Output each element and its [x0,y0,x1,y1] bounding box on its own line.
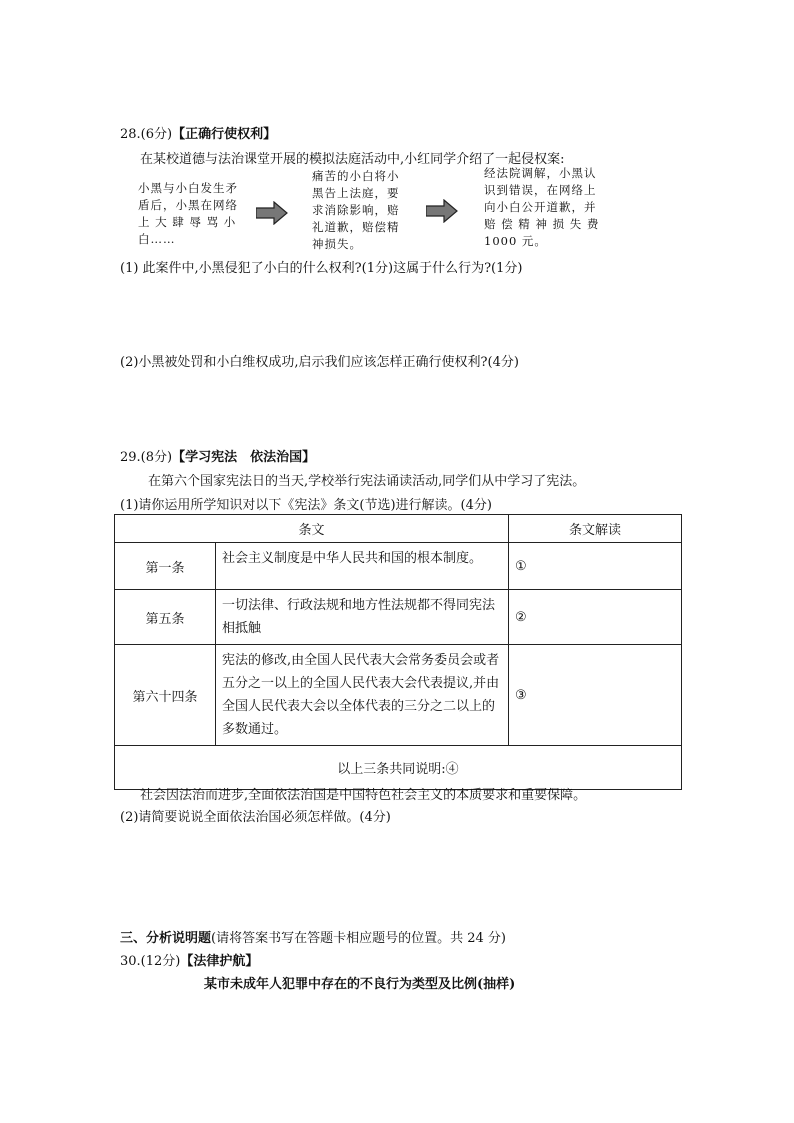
article-text: 宪法的修改,由全国人民代表大会常务委员会或者五分之一以上的全国人民代表大会代表提议,并由全国人民代表大会以全体代表的三分之二以上的多数通过。 [216,645,509,746]
q30-score: 30.(12分) [120,954,181,969]
constitution-table [114,514,682,790]
q28-header [120,123,276,142]
header-article: 条文 [115,515,509,543]
q29-sub1: (1)请你运用所学知识对以下《宪法》条文(节选)进行解读。(4分) [120,498,492,513]
table-header-row [115,515,682,543]
q29-intro: 在第六个国家宪法日的当天,学校举行宪法诵读活动,同学们从中学习了宪法。 [148,474,586,489]
q28-sub1: (1) 此案件中,小黑侵犯了小白的什么权利?(1分)这属于什么行为?(1分) [120,261,523,276]
q29-after-table: 社会因法治而进步,全面依法治国是中国特色社会主义的本质要求和重要保障。 [140,788,587,803]
q28-sub2: (2)小黑被处罚和小白维权成功,启示我们应该怎样正确行使权利?(4分) [120,355,519,370]
q29-score: 29.(8分) [120,450,173,465]
case-step-2: 痛苦的小白将小 黑告上法庭，要 求消除影响，赔 礼道歉，赔偿精 神损失。 [312,169,400,251]
q29-sub2: (2)请简要说说全面依法治国必须怎样做。(4分) [120,810,391,825]
header-reading: 条文解读 [509,515,682,543]
table-row [115,590,682,645]
case-step-1: 小黑与小白发生矛 盾后，小黑在网络 上 大 肆 辱 骂 小 白…… [138,181,238,246]
article-name: 第一条 [115,543,216,590]
q30-title: 【法律护航】 [180,954,259,969]
article-text: 一切法律、行政法规和地方性法规都不得同宪法相抵触 [216,590,509,645]
table-row [115,543,682,590]
arrow-right-icon [256,201,288,225]
table-footer: 以上三条共同说明:④ [115,746,682,790]
arrow-right-icon [426,199,458,223]
section-3-note: (请将答案书写在答题卡相应题号的位置。共 24 分) [211,931,506,946]
article-name: 第六十四条 [115,645,216,746]
q29-title: 【学习宪法 依法治国】 [172,450,316,465]
q28-intro: 在某校道德与法治课堂开展的模拟法庭活动中,小红同学介绍了一起侵权案: [140,152,565,167]
article-name: 第五条 [115,590,216,645]
q28-title: 【正确行使权利】 [172,127,277,142]
reading-mark: ③ [509,645,682,746]
q29-header [120,446,315,465]
case-step-3: 经法院调解，小黑认 识到错误，在网络上 向小白公开道歉，并 赔 偿 精 神 损 失 费 1000 元。 [484,166,600,248]
section-3-title: 三、分析说明题 [120,931,212,946]
q28-score: 28.(6分) [120,127,173,142]
table-row [115,645,682,746]
reading-mark: ② [509,590,682,645]
table-footer-row [115,746,682,790]
q30-header [120,950,258,969]
reading-mark: ① [509,543,682,590]
section-3-heading [120,927,506,946]
article-text: 社会主义制度是中华人民共和国的根本制度。 [216,543,509,590]
q30-chart-title: 某市未成年人犯罪中存在的不良行为类型及比例(抽样) [204,977,516,992]
